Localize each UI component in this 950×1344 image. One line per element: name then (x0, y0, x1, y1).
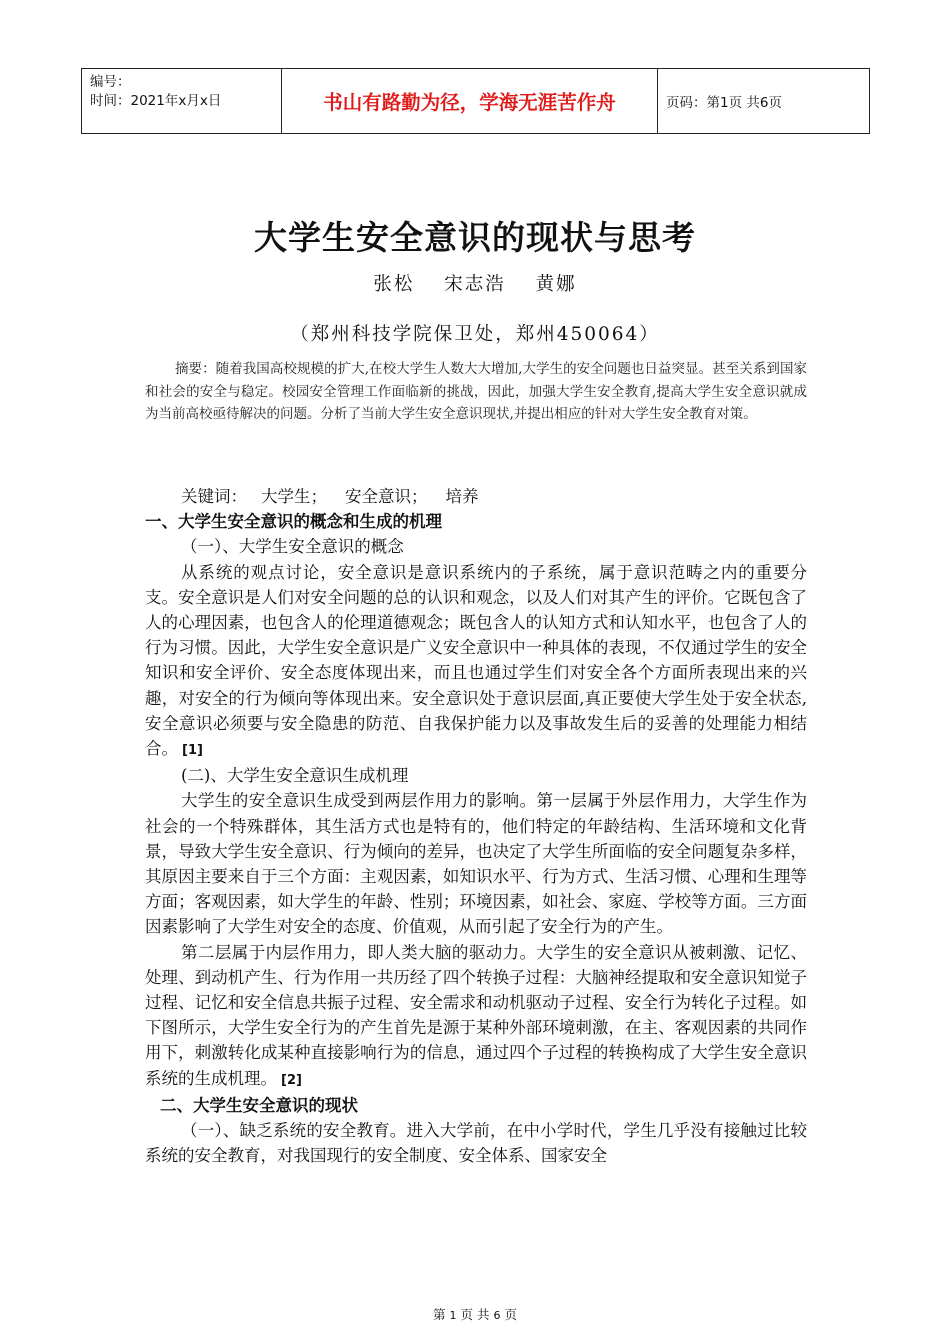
paragraph (145, 940, 807, 1093)
authors: 张松 宋志浩 黄娜 (373, 274, 577, 295)
keyword: 培养 (445, 487, 479, 506)
paragraph (145, 560, 807, 764)
paragraph: 大学生的安全意识生成受到两层作用力的影响。第一层属于外层作用力，大学生作为社会的一个特殊群体，其生活方式也是特有的，他们特定的年龄结构、生活环境和文化背景，导致大学生安全意识、行为倾向的差异，也决定了大学生所面临的安全问题复杂多样，其原因主要来自于三个方面：主观因素，如知识水平、行为方式、生活习惯、心理和生理等方面；客观因素，如大学生的年龄、性别；环境因素，如社会、家庭、学校等方面。三方面因素影响了大学生对安全的态度、价值观，从而引起了安全行为的产生。 (145, 791, 807, 937)
header-page-label: 页码：第1页 共6页 (666, 95, 782, 111)
subsection-heading-1-1: （一）、大学生安全意识的概念 (181, 537, 404, 557)
footer-suffix: 页 (504, 1307, 517, 1322)
footer-prefix: 第 (433, 1307, 446, 1322)
keywords-label: 关键词： (181, 487, 247, 506)
body-text (145, 484, 807, 1168)
document-title: 大学生安全意识的现状与思考 (254, 218, 696, 257)
subsection-heading-1-2: (二)、大学生安全意识生成机理 (181, 766, 409, 786)
reference-marker: [1] (182, 743, 203, 759)
footer-mid: 页 共 (460, 1307, 490, 1322)
section-heading-2: 二、大学生安全意识的现状 (160, 1095, 358, 1115)
header-table (81, 68, 870, 134)
keyword: 安全意识； (345, 487, 428, 506)
abstract-label: 摘要： (175, 361, 216, 377)
footer-page-number: 1 (449, 1309, 457, 1322)
paragraph: （一）、缺乏系统的安全教育。进入大学前，在中小学时代，学生几乎没有接触过比较系统的安全教育，对我国现行的安全制度、安全体系、国家安全 (145, 1121, 807, 1166)
header-meta-cell (82, 69, 282, 133)
affiliation: （郑州科技学院保卫处，郑州450064） (290, 324, 660, 345)
abstract-text: 随着我国高校规模的扩大,在校大学生人数大大增加,大学生的安全问题也日益突显。甚至关系到国家和社会的安全与稳定。校园安全管理工作面临新的挑战，因此，加强大学生安全教育,提高大学生安全意识就成为当前高校亟待解决的问题。分析了当前大学生安全意识现状,并提出相应的针对大学生安全教育对策。 (145, 361, 807, 422)
section-heading-1: 一、大学生安全意识的概念和生成的机理 (145, 512, 442, 532)
time-label: 时间：2021年x月x日 (90, 93, 222, 109)
header-motto: 书山有路勤为径，学海无涯苦作舟 (282, 69, 658, 133)
reference-marker: [2] (281, 1072, 302, 1088)
keywords-line (145, 484, 807, 509)
abstract (145, 358, 807, 426)
number-label: 编号： (90, 74, 131, 90)
page-footer (0, 1305, 950, 1323)
paragraph-text: 从系统的观点讨论，安全意识是意识系统内的子系统，属于意识范畴之内的重要分支。安全意识是人们对安全问题的总的认识和观念，以及人们对其产生的评价。它既包含了人的心理因素，也包含人的伦理道德观念；既包含人的认知方式和认知水平，也包含了人的行为习惯。因此，大学生安全意识是广义安全意识中一种具体的表现，不仅通过学生的安全知识和安全评价、安全态度体现出来，而且也通过学生们对安全各个方面所表现出来的兴趣，对安全的行为倾向等体现出来。安全意识处于意识层面,真正要使大学生处于安全状态,安全意识必须要与安全隐患的防范、自我保护能力以及事故发生后的妥善的处理能力相结合。 (145, 562, 807, 759)
paragraph-text: 第二层属于内层作用力，即人类大脑的驱动力。大学生的安全意识从被刺激、记忆、处理、到动机产生、行为作用一共历经了四个转换子过程：大脑神经提取和安全意识知觉子过程、记忆和安全信息共振子过程、安全需求和动机驱动子过程、安全行为转化子过程。如下图所示，大学生安全行为的产生首先是源于某种外部环境刺激，在主、客观因素的共同作用下，刺激转化成某种直接影响行为的信息，通过四个子过程的转换构成了大学生安全意识系统的生成机理。 (145, 942, 807, 1088)
footer-total-pages: 6 (493, 1309, 501, 1322)
keyword: 大学生； (261, 487, 327, 506)
